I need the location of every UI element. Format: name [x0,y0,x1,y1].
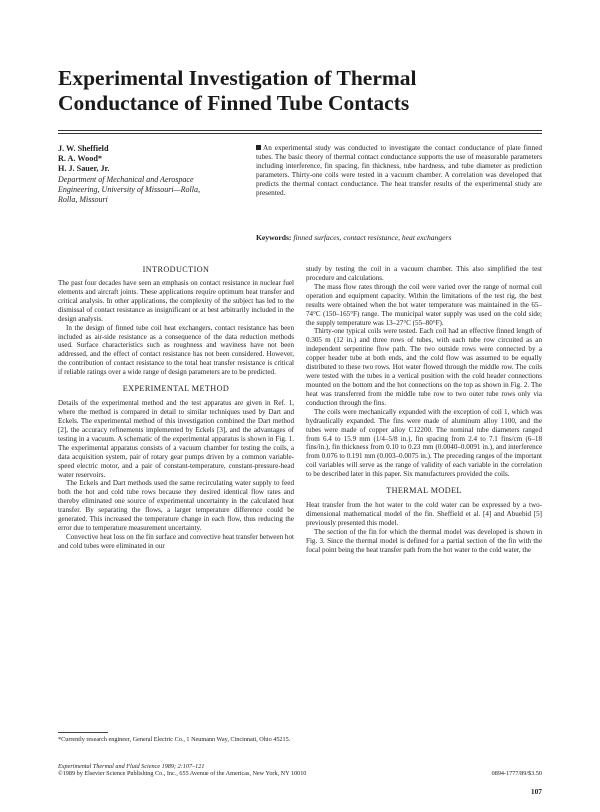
body-paragraph: Convective heat loss on the fin surface and convective heat transfer between hot and cold tubes were eliminated in our [58,532,294,550]
body-paragraph: The Eckels and Dart methods used the same recirculating water supply to feed both the hot and cold tube rows because they desired identical flow rates and thereby eliminated one source of experimental uncertainty in the calculated heat transfer. By separating the flows, a larger temperature difference could be generated. This increased the temperature change in each flow, thus reducing the error due to temperature measurement uncertainty. [58,479,294,533]
section-heading: EXPERIMENTAL METHOD [122,384,230,394]
title-rule-bottom [58,133,542,134]
body-paragraph: The coils were mechanically expanded with the exception of coil 1, which was hydraulically expanded. The fins were made of aluminum alloy 1100, and the tubes were made of copper alloy C12200. The nominal tube diameters ranged from 6.4 to 15.9 mm (1/4–5/8 in.), fin spacing from 2.4 to 7.1 fins/cm (6–18 fins/in.), fin thickness from 0.10 to 0.23 mm (0.0040–0.0091 in.), and interference from 0.076 to 0.191 mm (0.003–0.0075 in.). The preceding ranges of the important coil variables will serve as the range of validity of each variable in the correlation to be described later in this paper. Six manufacturers provided the coils. [306,407,542,479]
affiliation-line: Engineering, University of Missouri—Rolla, [58,184,200,194]
body-paragraph: The section of the fin for which the thermal model was developed is shown in Fig. 3. Since the thermal model is defined for a partial section of the fin with the focal point being the heat transfer path from the hot water to the cold water, the [306,527,542,554]
abstract-text: An experimental study was conducted to investigate the contact conductance of plate finned tubes. The basic theory of thermal contact conductance supports the use of measurable parameters including interference, fin spacing, fin thickness, tube hardness, and tube diameter as prediction parameters. Thirty-one coils were tested in a vacuum chamber. A correlation was developed that predicts the thermal contact conductance. The heat transfer results of the experimental study are presented. [256,144,542,197]
keywords-list: finned surfaces, contact resistance, heat exchangers [293,233,452,242]
keywords [256,233,542,242]
author-name: J. W. Sheffield [58,144,109,153]
abstract [256,144,542,197]
title-rule-top [58,130,542,131]
footnote-rule [58,732,108,733]
affiliation-line: Department of Mechanical and Aerospace [58,174,194,184]
body-paragraph: Thirty-one typical coils were tested. Each coil had an effective finned length of 0.305 m (12 in.) and three rows of tubes, with each tube row circuited as an independent serpentine flow path. The two outside rows were connected by a copper header tube at both ends, and the cold flow was assumed to be equally distributed to these two rows. Hot water flowed through the middle row. The coils were tested with the tubes in a vertical position with the cold header connections mounted on the bottom and the hot connections on the top as shown in Fig. 2. The heat was transferred from the middle tube row to two outer tube rows only via conduction through the fins. [306,327,542,407]
title-line-1: Experimental Investigation of Thermal [58,66,417,90]
affiliation-line: Rolla, Missouri [58,195,108,205]
article-code: 0894-1777/89/$3.50 [491,770,542,778]
title-line-2: Conductance of Finned Tube Contacts [58,91,410,115]
right-column [306,265,542,555]
page-footer [58,763,542,778]
body-paragraph: The past four decades have seen an emphasis on contact resistance in nuclear fuel elements and aircraft joints. These applications require optimum heat transfer and critical analysis. In other applications, the complexity of the subject has led to the dismissal of contact resistance as insignificant or at best arbitrarily included in the design analysis. [58,279,294,323]
keywords-label: Keywords: [256,233,292,242]
body-paragraph: study by testing the coil in a vacuum chamber. This also simplified the test procedure and calculations. [306,265,542,282]
section-heading: THERMAL MODEL [386,486,462,496]
article-title [58,66,558,116]
author-name: R. A. Wood* [58,154,102,164]
page-number: 107 [530,787,542,796]
author-block [58,144,238,205]
body-paragraph: In the design of finned tube coil heat exchangers, contact resistance has been included as air-side resistance as a consequence of the data reduction methods used. Surface characteristics such as roughness and waviness have not been addressed, and the effect of contact resistance has not been considered. However, the contribution of contact resistance to the total heat transfer resistance is critical if reliable ratings over a wide range of design parameters are to be predicted. [58,323,294,377]
left-column [58,265,294,551]
body-paragraph: Details of the experimental method and the test apparatus are given in Ref. 1, where the method is compared in detail to similar techniques used by Dart and Eckels. The experimental method of this investigation combined the Dart method [2], the accuracy refinements implemented by Eckels [3], and the advantages of testing in a vacuum. A schematic of the experimental apparatus is shown in Fig. 1. The experimental apparatus consists of a vacuum chamber for testing the coils, a data acquisition system, pair of rotary gear pumps driven by a common variable-speed electric motor, and a pair of constant-temperature, constant-pressure-head water reservoirs. [58,399,294,479]
footnote: *Currently research engineer, General Electric Co., 1 Neumann Way, Cincinnati, Ohio 45215. [58,736,291,743]
copyright-line: ©1989 by Elsevier Science Publishing Co., Inc., 655 Avenue of the Americas, New York, NY 10010 [58,770,307,778]
body-paragraph: Heat transfer from the hot water to the cold water can be expressed by a two-dimensional mathematical model of the fin. Sheffield et al. [4] and Abuebid [5] previously presented this model. [306,501,542,527]
section-heading: INTRODUCTION [142,265,210,274]
journal-citation: Experimental Thermal and Fluid Science 1989; 2:107–121 [58,763,205,770]
author-name: H. J. Sauer, Jr. [58,164,110,174]
square-bullet-icon [256,145,261,150]
body-paragraph: The mass flow rates through the coil were varied over the range of normal coil operation and equipment capacity. Within the limitations of the test rig, the best results were obtained when the hot water temperature was maintained in the 65–74°C (150–165°F) range. The municipal water supply was used on the cold side; the supply temperature was 13–27°C (55–80°F). [306,282,542,327]
